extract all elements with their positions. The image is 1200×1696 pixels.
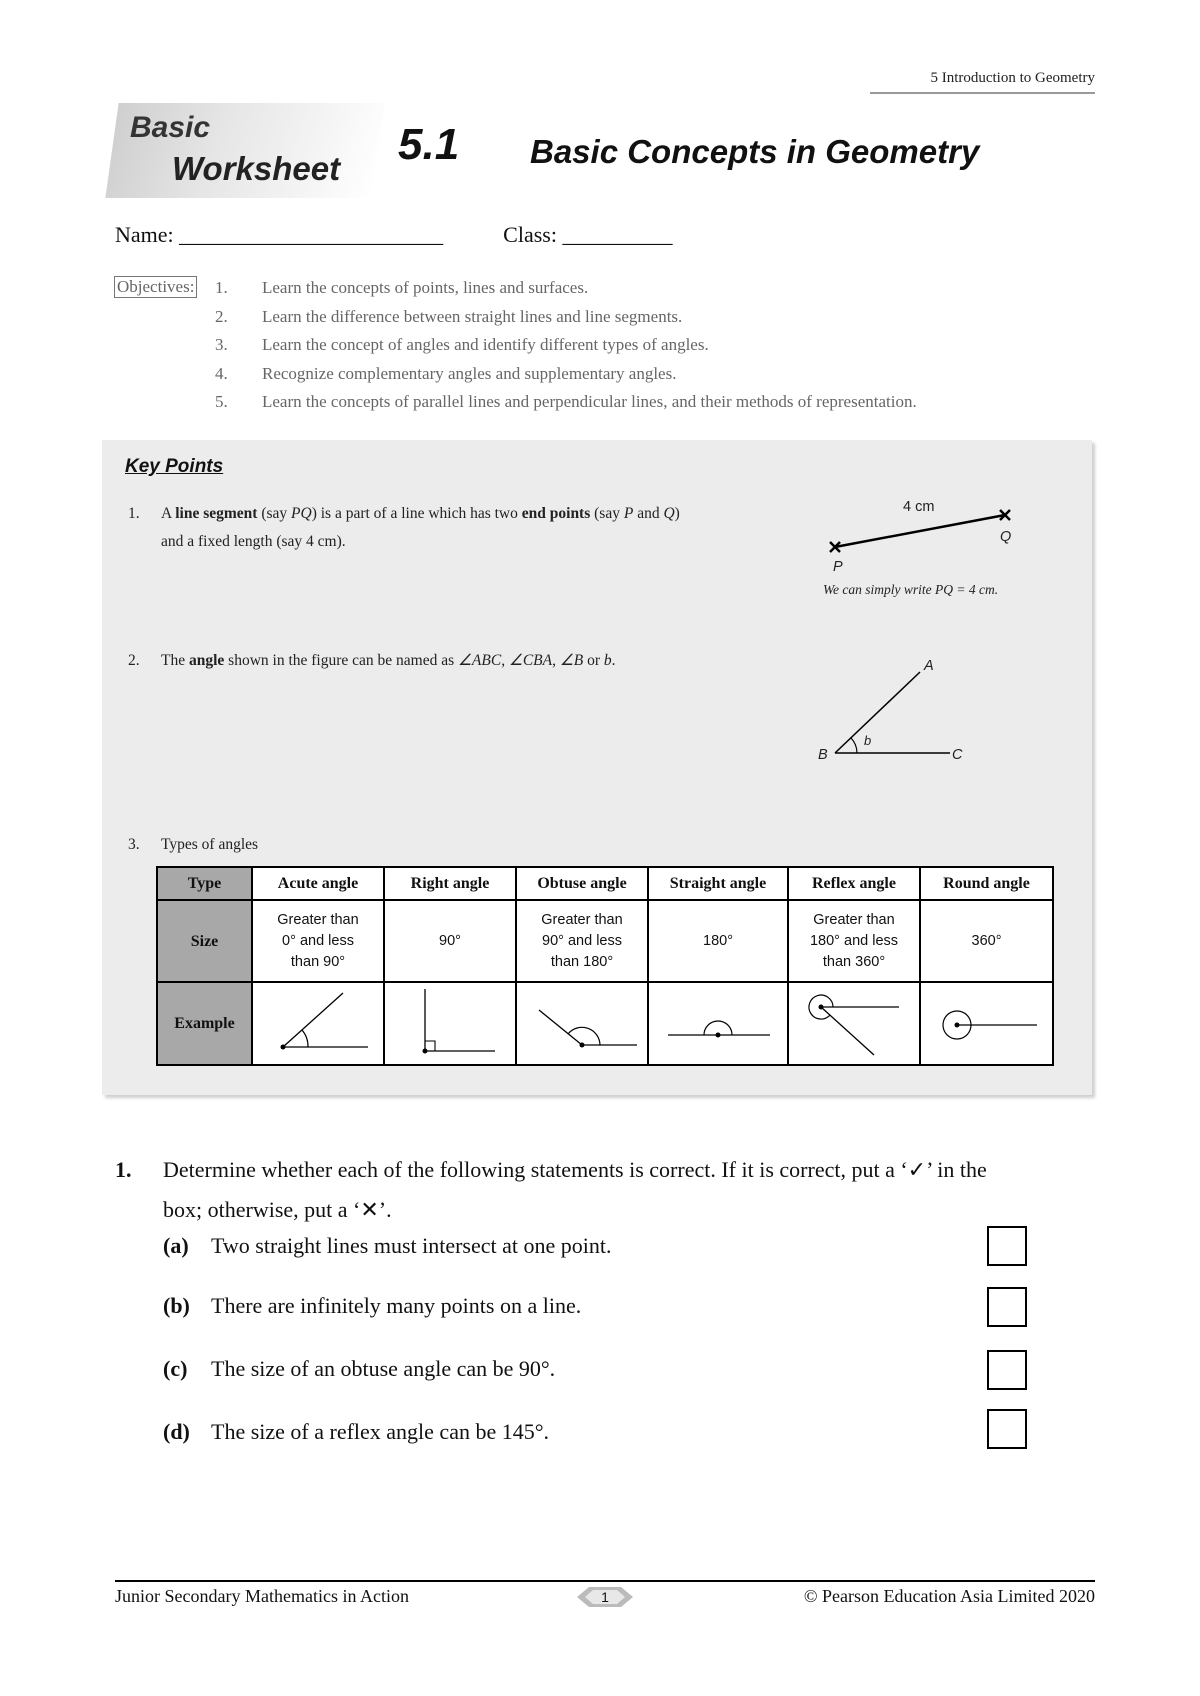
objective-number: 2. <box>215 306 228 326</box>
objective-number: 3. <box>215 335 228 354</box>
objective-item <box>215 360 917 389</box>
table-row-example <box>157 982 1053 1065</box>
kp2-text: , <box>552 652 560 669</box>
example-cell <box>788 982 920 1065</box>
kp1-text: and <box>633 505 664 522</box>
key-point-3 <box>128 836 258 854</box>
segment-pq <box>835 515 1005 547</box>
size-line: 0° and less <box>282 932 354 949</box>
key-point-number: 1. <box>128 505 140 522</box>
kp2-text: or <box>583 652 604 669</box>
answer-box-a[interactable] <box>987 1226 1027 1266</box>
kp2-text: The <box>161 652 189 669</box>
ray-ba <box>835 672 920 753</box>
kp1-text: A <box>161 505 176 522</box>
right-angle-example <box>395 985 505 1057</box>
page-number-badge <box>575 1584 635 1610</box>
key-points-title: Key Points <box>125 456 224 477</box>
type-cell: Straight angle <box>648 867 788 900</box>
objectives-list <box>215 274 917 417</box>
objective-text: Learn the concepts of points, lines and surfaces. <box>262 278 589 297</box>
badge-word-basic: Basic <box>130 111 211 144</box>
angle-arc <box>851 738 857 753</box>
straight-angle-example <box>658 985 778 1057</box>
kp2-text: . <box>611 652 616 669</box>
segment-length-label: 4 cm <box>903 499 935 515</box>
statement-a <box>163 1233 612 1259</box>
page-title: Basic Concepts in Geometry <box>530 133 980 170</box>
objective-number: 1. <box>215 278 228 297</box>
statement-text: There are infinitely many points on a line. <box>211 1293 582 1318</box>
name-field[interactable]: Name: ________________________ <box>115 222 444 247</box>
worksheet-badge <box>112 103 378 198</box>
footer-book-title: Junior Secondary Mathematics in Action <box>115 1586 409 1606</box>
objective-number: 4. <box>215 363 228 383</box>
answer-box-c[interactable] <box>987 1350 1027 1390</box>
size-line: 360° <box>971 932 1002 949</box>
acute-angle-example <box>263 985 373 1057</box>
round-angle-example <box>932 985 1042 1057</box>
type-cell: Round angle <box>920 867 1053 900</box>
statement-c <box>163 1356 555 1382</box>
kp1-term-end-points: end points <box>521 505 591 522</box>
reflex-angle-example <box>799 985 909 1057</box>
kp2-angle-name: b <box>603 652 612 669</box>
footer-copyright: © Pearson Education Asia Limited 2020 <box>803 1586 1095 1606</box>
page-number: 1 <box>601 1589 609 1605</box>
example-cell <box>384 982 516 1065</box>
kp3-text: Types of angles <box>161 836 259 853</box>
objective-text: Recognize complementary angles and supplementary angles. <box>262 363 677 383</box>
size-line: Greater than <box>813 911 895 928</box>
kp1-line2: and a fixed length (say 4 cm). <box>161 533 346 550</box>
example-cell <box>516 982 648 1065</box>
example-cell <box>920 982 1053 1065</box>
statement-label: (a) <box>163 1233 189 1258</box>
row-header-size: Size <box>157 900 252 982</box>
badge-word-worksheet: Worksheet <box>172 150 341 187</box>
kp1-text: ) is a part of a line which has two <box>311 505 522 522</box>
type-cell: Obtuse angle <box>516 867 648 900</box>
type-cell: Right angle <box>384 867 516 900</box>
objective-item <box>215 331 917 360</box>
size-line: than 360° <box>822 953 886 970</box>
statement-label: (b) <box>163 1293 190 1318</box>
statement-label: (d) <box>163 1419 190 1444</box>
statement-d <box>163 1419 549 1445</box>
question-number: 1. <box>115 1157 132 1182</box>
point-p-label: P <box>833 559 843 575</box>
size-line: 90° <box>439 932 461 949</box>
kp2-text: shown in the figure can be named as <box>224 652 459 669</box>
table-row-type <box>157 867 1053 900</box>
question-text-continued: box; otherwise, put a ‘✕’. <box>163 1197 392 1222</box>
kp1-var: P <box>623 505 634 522</box>
type-cell: Acute angle <box>252 867 384 900</box>
objective-number: 5. <box>215 392 228 411</box>
name-class-fields <box>115 222 672 248</box>
size-line: 180° and less <box>809 932 899 949</box>
key-point-number: 3. <box>128 836 140 853</box>
statement-text: The size of a reflex angle can be 145°. <box>211 1419 550 1444</box>
vertex-b-label: B <box>818 747 828 763</box>
kp1-text: (say <box>590 505 624 522</box>
question-text: Determine whether each of the following statements is correct. If it is correct, put a ‘✓’ in the <box>163 1157 987 1182</box>
question-1 <box>115 1150 987 1230</box>
size-line: Greater than <box>277 911 359 928</box>
size-line: 180° <box>703 932 733 949</box>
statement-text: The size of an obtuse angle can be 90°. <box>211 1356 556 1381</box>
kp1-text: (say <box>257 505 292 522</box>
angle-b-label: b <box>864 733 872 748</box>
objective-item <box>215 274 917 303</box>
vertex-c-label: C <box>952 747 963 763</box>
size-cell <box>516 900 648 982</box>
objective-text: Learn the concept of angles and identify different types of angles. <box>262 335 709 354</box>
kp2-angle-name: ∠ABC <box>458 652 502 669</box>
kp1-var: Q <box>663 505 675 522</box>
size-line: Greater than <box>541 911 623 928</box>
kp2-term-angle: angle <box>188 652 225 669</box>
size-cell <box>384 900 516 982</box>
objective-item <box>215 303 917 332</box>
objectives-label: Objectives: <box>114 276 197 298</box>
kp1-text: ) <box>674 505 680 522</box>
section-number: 5.1 <box>398 120 460 169</box>
size-cell <box>648 900 788 982</box>
example-cell <box>648 982 788 1065</box>
kp2-angle-name: ∠CBA <box>508 652 553 669</box>
table-row-size <box>157 900 1053 982</box>
segment-caption: We can simply write PQ = 4 cm. <box>823 582 999 597</box>
size-line: than 180° <box>550 953 614 970</box>
size-cell <box>252 900 384 982</box>
key-point-number: 2. <box>128 652 140 669</box>
example-cell <box>252 982 384 1065</box>
answer-box-d[interactable] <box>987 1409 1027 1449</box>
row-header-type: Type <box>157 867 252 900</box>
objective-text: Learn the difference between straight lines and line segments. <box>262 306 683 326</box>
size-line: 90° and less <box>542 932 622 949</box>
statement-label: (c) <box>163 1356 188 1381</box>
kp2-text: , <box>501 652 509 669</box>
angle-abc-figure <box>820 660 980 760</box>
objective-text: Learn the concepts of parallel lines and perpendicular lines, and their methods of representation. <box>262 392 917 411</box>
angle-types-table <box>156 866 1054 1066</box>
type-cell: Reflex angle <box>788 867 920 900</box>
chapter-heading: 5 Introduction to Geometry <box>930 70 1095 86</box>
key-point-2 <box>128 651 616 670</box>
size-cell <box>920 900 1053 982</box>
vertex-a-label: A <box>924 658 934 674</box>
point-q-label: Q <box>1000 529 1012 545</box>
statement-b <box>163 1293 581 1319</box>
chapter-rule <box>870 92 1095 94</box>
key-point-1 <box>128 500 680 556</box>
objective-item <box>215 388 917 417</box>
kp2-angle-name: ∠B <box>559 652 584 669</box>
statement-text: Two straight lines must intersect at one point. <box>211 1233 612 1258</box>
obtuse-angle-example <box>527 985 637 1057</box>
kp1-var: PQ <box>291 505 312 522</box>
class-field[interactable]: Class: __________ <box>503 222 673 247</box>
row-header-example: Example <box>157 982 252 1065</box>
kp1-term-line-segment: line segment <box>175 505 258 522</box>
answer-box-b[interactable] <box>987 1287 1027 1327</box>
footer-rule <box>115 1580 1095 1582</box>
size-cell <box>788 900 920 982</box>
size-line: than 90° <box>290 953 346 970</box>
